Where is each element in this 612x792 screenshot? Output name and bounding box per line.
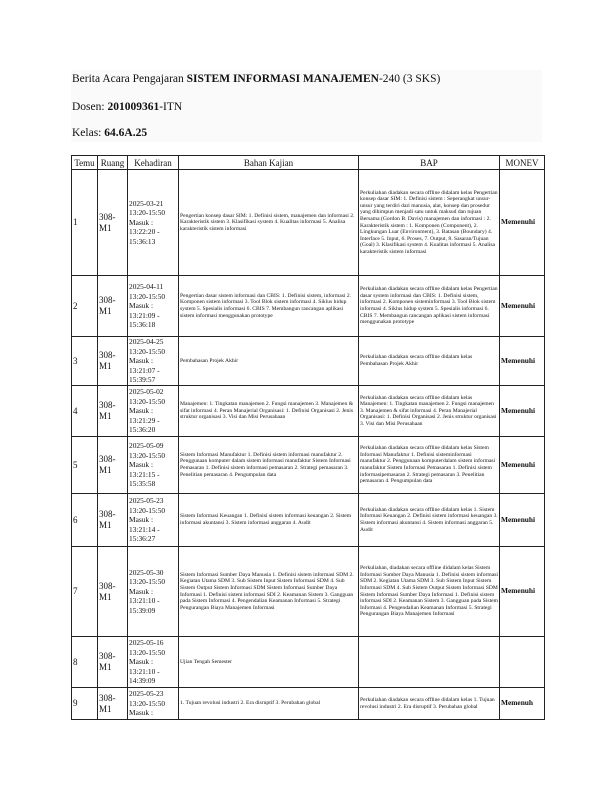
cell-kehadiran: 2025-03-21 13:20-15:50 Masuk : 13:22:20 - 15:36:13 [128,170,179,276]
dosen-label: Dosen: [72,101,108,113]
table-row [72,688,545,720]
cell-bahan-kajian: Sistem Informasi Manufaktur 1. Definisi sistem informasi manufaktur 2. Penggunaan komputer dalam sistem informasi manufaktur Sistem Informasi Pemasaran 1. Definisi sistem informasi pemasaran 2. Strategi pemasaran 3. Penelitian pemasaran 4. Pengumpulan data [179,437,359,494]
cell-bap: Perkuliahan diadakan secara offline didalam kelas 1. Tujuan revolusi industri 2. Era disruptif 3. Perubahan global [359,688,500,720]
cell-temu: 4 [72,386,98,437]
cell-ruang: 308-M1 [98,637,128,688]
cell-kehadiran: 2025-04-25 13:20-15:50 Masuk : 13:21:07 - 15:39:57 [128,337,179,386]
kelas-label: Kelas: [72,127,105,139]
cell-bahan-kajian: Sistem Informasi Sumber Daya Manusia 1. Definisi sistem informasi SDM 2. Kegiatan Utama SDM 3. Sub Sistem Input Sistem Informasi SDM 4. Sub Sistem Output Sistem Informasi SDM Sistem Informasi Sumber Daya Informasi 1. Definisi sistem informasi SDI 2. Keamanan Sistem 3. Gangguan pada Sistem Informasi 4. Pengendalian Keamanan Informasi 5. Strategi Pengurangan Biaya Manajemen Informasi [179,547,359,637]
cell-ruang: 308-M1 [98,386,128,437]
cell-temu: 9 [72,688,98,720]
cell-bahan-kajian: Ujian Tengah Semester [179,637,359,688]
table-row [72,170,545,276]
cell-monev: Memenuhi [500,276,545,337]
cell-temu: 7 [72,547,98,637]
table-row [72,547,545,637]
cell-monev: Memenuhi [500,547,545,637]
kelas-value: 64.6A.25 [104,127,148,139]
cell-bahan-kajian: 1. Tujuan revolusi industri 2. Era disruptif 3. Perubahan global [179,688,359,720]
cell-kehadiran: 2025-05-23 13:20-15:50 Masuk : [128,688,179,720]
cell-temu: 8 [72,637,98,688]
cell-bap: Perkuliahan diadakan secara offline didalam kelas Manajemen: 1. Tingkatan manajemen 2. Fungsi manajemen 3. Manajemen & sifat informasi 4. Peran Manajerial Organisasi: 1. Definisi Organisasi 2. Jenis struktur organisasi 3. Visi dan Misi Perusahaan [359,386,500,437]
cell-bahan-kajian: Sistem Informasi Keuangan 1. Definisi sistem informasi keuangan 2. Sistem informasi akuntansi 3. Sistem informasi anggaran 4. Audit [179,494,359,547]
cell-ruang: 308-M1 [98,170,128,276]
cell-monev: Memenuhi [500,386,545,437]
cell-ruang: 308-M1 [98,437,128,494]
cell-bahan-kajian: Pengertian konsep dasar SIM: 1. Definisi sistem, manajemen dan informasi 2. Karakteristik sistem 3. Klasifikasi system 4. Kualitas informasi 5. Analisa karakteristik sistem informasi [179,170,359,276]
cell-ruang: 308-M1 [98,547,128,637]
cell-kehadiran: 2025-05-30 13:20-15:50 Masuk : 13:21:10 - 15:39:09 [128,547,179,637]
col-header-monev: MONEV [500,156,545,170]
cell-monev: Memenuh [500,688,545,720]
table-row [72,276,545,337]
title-prefix: Berita Acara Pengajaran [72,73,187,85]
cell-ruang: 308-M1 [98,276,128,337]
col-header-bap: BAP [359,156,500,170]
cell-bahan-kajian: Pembahasan Projek Akhir [179,337,359,386]
cell-temu: 5 [72,437,98,494]
cell-temu: 3 [72,337,98,386]
table-row [72,437,545,494]
col-header-temu: Temu [72,156,98,170]
cell-temu: 6 [72,494,98,547]
col-header-kehadiran: Kehadiran [128,156,179,170]
cell-kehadiran: 2025-05-23 13:20-15:50 Masuk : 13:21:14 - 15:36:27 [128,494,179,547]
table-row [72,494,545,547]
cell-kehadiran: 2025-04-11 13:20-15:50 Masuk : 13:21:09 - 15:36:18 [128,276,179,337]
cell-monev: Memenuhi [500,337,545,386]
cell-temu: 2 [72,276,98,337]
dosen-suffix: -ITN [159,101,183,113]
cell-bap: Perkuliahan diadakan secara offline didalam kelas Pengertian konsep dasar SIM: 1. Definisi sistem : Seperangkat unsur-unsur yang terdiri dari manusia, alat, konsep dan prosedur yang dihimpun menjadi satu untuk maksud dan tujuan Bersama (Gordon B. Davis) manajemen dan informasi : 2. Karakteristik sistem : 1. Komponen (Component), 2. Lingkungan Luar (Environment), 3. Batasan (Boundary) 4. Interface 5. Input, 6. Proses, 7. Output, 8. Sasaran/Tujuan (Goal) 3. Klasifikasi system 4. Kualitas informasi 5. Analisa karakteristik sistem informasi [359,170,500,276]
cell-monev: Memenuhi [500,437,545,494]
cell-bap: Perkuliahan, diadakan secara offline didalam kelas Sistem Informasi Sumber Daya Manusia 1. Definisi sistem informasi SDM 2. Kegiatan Utama SDM 3. Sub Sistem Input Sistem Informasi SDM 4. Sub Sistem Output Sistem Informasi SDM Sistem Informasi Sumber Daya Informasi 1. Definisi sistem informasi SDI 2. Keamanan Sistem 3. Gangguan pada Sistem Informasi 4. Pengendalian Keamanan Informasi 5. Strategi Pengurangan Biaya Manajemen Informasi [359,547,500,637]
cell-ruang: 308-M1 [98,337,128,386]
document-header [71,70,542,142]
cell-monev: Memenuhi [500,494,545,547]
title-suffix: -240 (3 SKS) [378,73,441,85]
cell-kehadiran: 2025-05-09 13:20-15:50 Masuk : 13:21:15 - 15:35:58 [128,437,179,494]
cell-kehadiran: 2025-05-16 13:20-15:50 Masuk : 13:21:10 - 14:39:09 [128,637,179,688]
cell-ruang: 308-M1 [98,688,128,720]
dosen-code: 201009361 [107,101,160,113]
table-header-row [72,156,545,170]
cell-bap [359,637,500,688]
cell-bap: Perkuliahan diadakan secara offline didalam kelas Sistem Informasi Manufaktur 1. Definisi sisteminformasi manufaktur 2. Penggunaan komputerdalam sistem informasi manufaktur Sistem Informasi Pemasaran 1. Definisi sistem informasipemasaran 2. Strategi pemasaran 3. Penelitian pemasaran 4. Pengumpulan data [359,437,500,494]
col-header-bahan-kajian: Bahan Kajian [179,156,359,170]
cell-temu: 1 [72,170,98,276]
kelas-line [72,127,147,139]
cell-ruang: 308-M1 [98,494,128,547]
cell-bap: Perkuliahan diadakan secara offline didalam kelas 1. Sistem Informasi Keuangan 2. Definisi sistem informasi keuangan 3. Sistem informasi akuntansi 4. Sistem informasi anggaran 5. Audit [359,494,500,547]
dosen-line [72,101,182,113]
attendance-table [71,155,545,720]
document-title [72,73,440,85]
course-name: SISTEM INFORMASI MANAJEMEN [186,73,379,85]
cell-bahan-kajian: Manajemen: 1. Tingkatan manajemen 2. Fungsi manajemen 3. Manajemen & sifat informasi 4. Peran Manajerial Organisasi: 1. Definisi Organisasi 2. Jenis struktur organisasi 3. Visi dan Misi Perusahaan [179,386,359,437]
cell-monev [500,637,545,688]
cell-kehadiran: 2025-05-02 13:20-15:50 Masuk : 13:21:29 - 15:36:20 [128,386,179,437]
col-header-ruang: Ruang [98,156,128,170]
cell-bap: Perkuliahan diadakan secara offline didalam kelas Pembahasan Projek Akhir [359,337,500,386]
cell-monev: Memenuhi [500,170,545,276]
table-row [72,337,545,386]
table-row [72,637,545,688]
cell-bap: Perkuliahan diadakan secara offline didalam kelas Pengertian dasar system informasi dan CBIS: 1. Definisi sistem, informasi 2. Komponen sisteminformasi 3. Tool Blok sistem informasi 4. Siklus hidup system 5. Spesialis informasi 6. CBIS 7. Membangun rancangan aplikasi sistem informasi menggunakan prototype [359,276,500,337]
table-row [72,386,545,437]
cell-bahan-kajian: Pengertian dasar sistem informasi dan CBIS: 1. Definisi sistem, informasi 2. Komponen sistem informasi 3. Tool Blok sistem informasi 4. Siklus hidup system 5. Spesialis informasi 6. CBIS 7. Membangun rancangan aplikasi sistem informasi menggunakan prototype [179,276,359,337]
